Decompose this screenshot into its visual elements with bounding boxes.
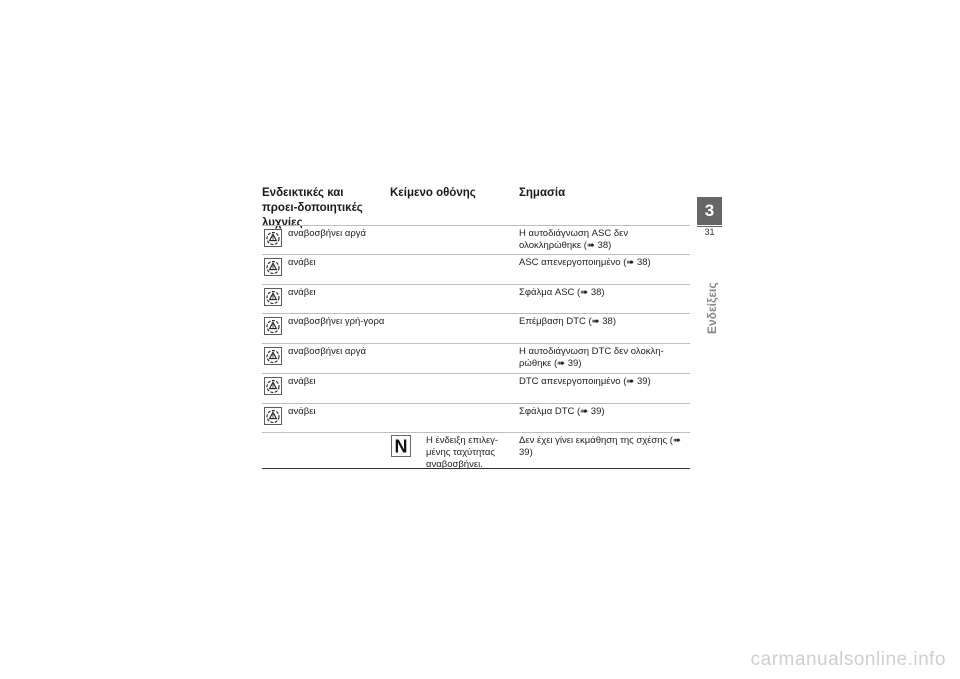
indicator-state: ανάβει <box>288 406 316 417</box>
neutral-gear-letter: N <box>394 436 408 457</box>
meaning-text: Η αυτοδιάγνωση ASC δεν ολοκληρώθηκε (➠ 38) <box>519 228 629 251</box>
asc-warning-icon <box>264 258 282 276</box>
row-divider <box>262 254 690 255</box>
dtc-warning-icon <box>264 407 282 425</box>
row-divider <box>262 284 690 285</box>
header-display-text: Κείμενο οθόνης <box>390 187 476 199</box>
watermark: carmanualsonline.info <box>750 649 946 670</box>
chapter-number-tab: 3 <box>697 197 722 225</box>
meaning-text: Δεν έχει γίνει εκμάθηση της σχέσης (➠ 39) <box>519 435 681 458</box>
table-bottom-rule <box>262 468 690 469</box>
indicator-state: ανάβει <box>288 376 316 387</box>
dtc-warning-icon <box>264 347 282 365</box>
indicator-state: αναβοσβήνει αργά <box>288 346 366 357</box>
meaning-text: Επέμβαση DTC (➠ 38) <box>519 316 616 327</box>
meaning-text: Σφάλμα DTC (➠ 39) <box>519 406 605 417</box>
indicator-state: αναβοσβήνει γρή-γορα <box>288 316 385 327</box>
asc-warning-icon <box>264 288 282 306</box>
header-meaning: Σημασία <box>519 187 566 199</box>
row-divider <box>262 403 690 404</box>
indicator-state: ανάβει <box>288 287 316 298</box>
chapter-title: Ενδείξεις <box>705 282 719 334</box>
dtc-warning-icon <box>264 377 282 395</box>
meaning-text: ASC απενεργοποιημένο (➠ 38) <box>519 257 651 268</box>
meaning-text: DTC απενεργοποιημένο (➠ 39) <box>519 376 651 387</box>
dtc-warning-icon <box>264 317 282 335</box>
display-text: Η ένδειξη επιλεγ-μένης ταχύτητας αναβοσβήνει. <box>426 435 499 470</box>
row-divider <box>262 373 690 374</box>
indicator-state: αναβοσβήνει αργά <box>288 228 366 239</box>
asc-warning-icon <box>264 229 282 247</box>
meaning-text: Η αυτοδιάγνωση DTC δεν ολοκλη-ρώθηκε (➠ 39) <box>519 346 664 369</box>
table-header-rule <box>262 225 690 226</box>
header-indicator-lights: Ενδεικτικές και προει-δοποιητικές λυχνίες <box>262 187 363 229</box>
row-divider <box>262 313 690 314</box>
page-number: 31 <box>704 227 715 237</box>
indicator-state: ανάβει <box>288 257 316 268</box>
row-divider <box>262 343 690 344</box>
row-divider <box>262 432 690 433</box>
neutral-gear-icon <box>391 435 411 457</box>
meaning-text: Σφάλμα ASC (➠ 38) <box>519 287 605 298</box>
